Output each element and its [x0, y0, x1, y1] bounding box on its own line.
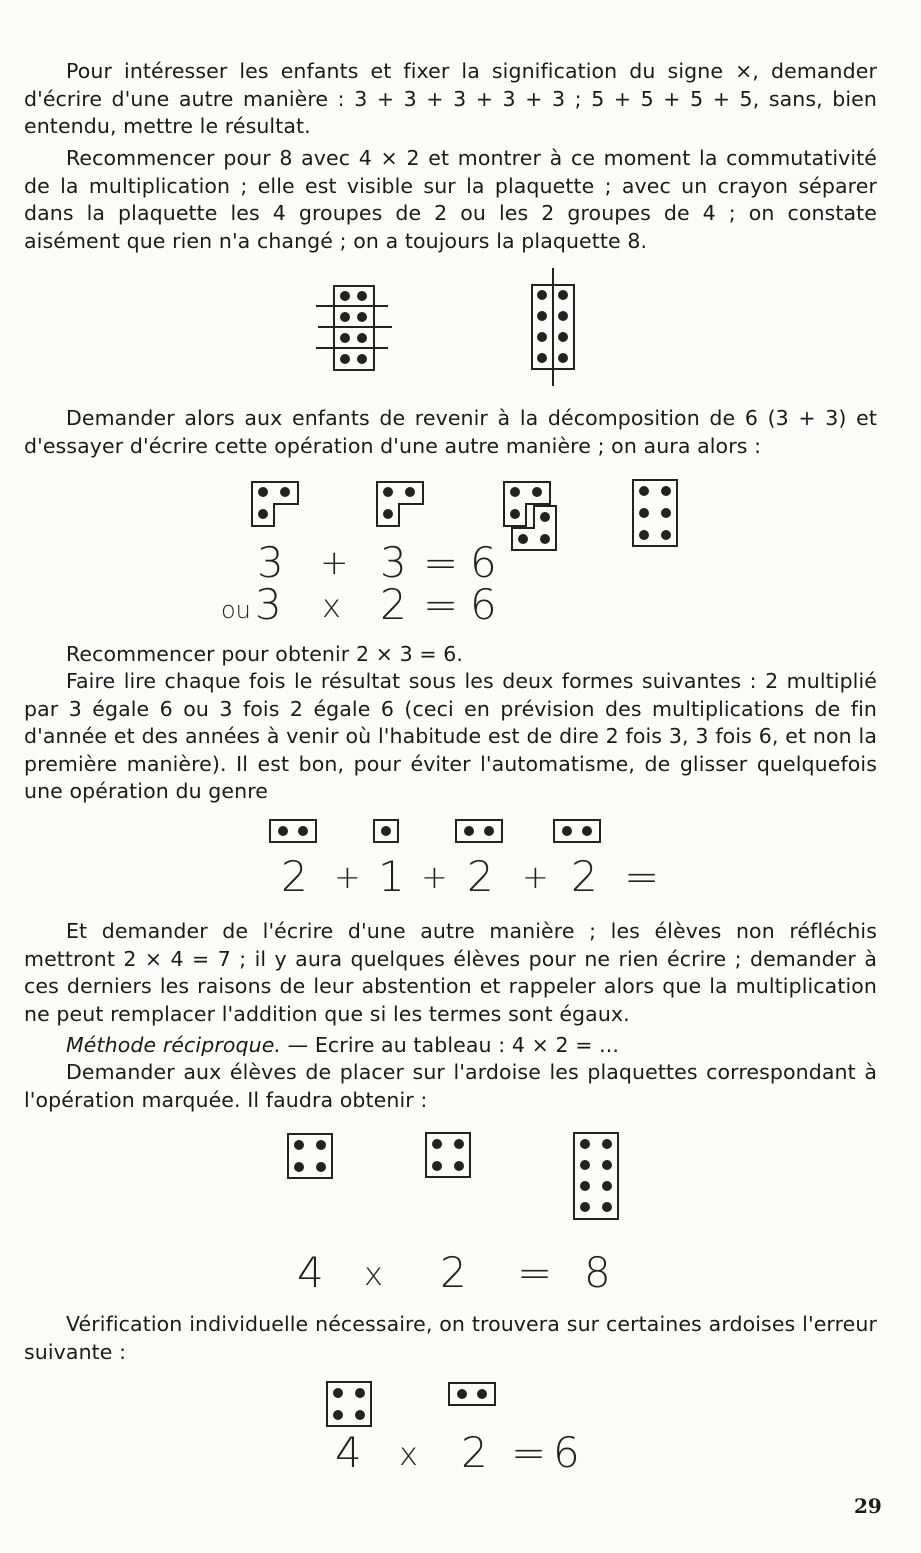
eq4-eq: = — [517, 1248, 553, 1297]
eq4-b: 2 — [440, 1248, 467, 1297]
eq2-op: x — [322, 587, 341, 625]
eq1-eq: = — [423, 538, 459, 587]
eq5-b: 2 — [461, 1428, 488, 1477]
eq2-b: 2 — [380, 580, 407, 629]
eq1-r: 6 — [470, 538, 497, 587]
eq3-c: 2 — [467, 852, 494, 901]
figure-plaquettes-2-1-2-2 — [268, 818, 628, 848]
paragraph-lecture-resultat: Faire lire chaque fois le résultat sous les deux formes suivantes : 2 multiplié par 3 égale 6 ou 3 fois 2 égale 6 (ceci en prévision des multiplications de fin d'année et des années à venir où l'habitude est de dire 2 fois 3, 3 fois 6, et non la première manière). Il est bon, pour éviter l'automatisme, de glisser quelquefois une opération du genre — [24, 669, 877, 803]
eq3-eq: = — [624, 852, 660, 901]
eq3-op1: + — [334, 858, 361, 896]
eq2-r: 6 — [470, 580, 497, 629]
eq2-prefix: ou — [221, 596, 251, 624]
paragraph-recommencer: Recommencer pour obtenir 2 × 3 = 6. — [66, 642, 464, 666]
eq5-eq: = — [511, 1428, 547, 1477]
eq1-op: + — [320, 543, 349, 583]
eq3-d: 2 — [571, 852, 598, 901]
page-number: 29 — [854, 1494, 882, 1518]
eq3-op2: + — [421, 858, 448, 896]
eq1-a: 3 — [257, 538, 284, 587]
paragraph-decomposition-6: Demander alors aux enfants de revenir à la décomposition de 6 (3 + 3) et d'essayer d'écrire cette opération d'une autre manière ; on aura alors : — [24, 406, 877, 458]
methode-reciproque-text: — Ecrire au tableau : 4 × 2 = ... — [281, 1033, 619, 1057]
paragraph-commutativity: Recommencer pour 8 avec 4 × 2 et montrer à ce moment la commutativité de la multiplication ; elle est visible sur la plaquette ; avec un crayon séparer dans la plaquette les 4 groupes de 2 ou les 2 groupes de 4 ; on constate aisément que rien n'a changé ; on a toujours la plaquette 8. — [24, 146, 877, 253]
eq4-op: x — [364, 1255, 383, 1293]
paragraph-intro: Pour intéresser les enfants et fixer la signification du signe ×, demander d'écrire d'une autre manière : 3 + 3 + 3 + 3 + 3 ; 5 + 5 + 5 + 5, sans, bien entendu, mettre le résultat. — [24, 59, 877, 138]
eq2-a: 3 — [255, 580, 282, 629]
eq5-op: x — [399, 1435, 418, 1473]
eq3-op3: + — [522, 858, 549, 896]
eq3-b: 1 — [378, 852, 405, 901]
methode-reciproque-title: Méthode réciproque. — [66, 1033, 282, 1057]
eq4-r: 8 — [584, 1248, 611, 1297]
eq4-a: 4 — [297, 1248, 324, 1297]
paragraph-placer-plaquettes: Demander aux élèves de placer sur l'ardoise les plaquettes correspondant à l'opération marquée. Il faudra obtenir : — [24, 1060, 877, 1112]
eq1-b: 3 — [380, 538, 407, 587]
eq5-a: 4 — [335, 1428, 362, 1477]
eq5-r: 6 — [553, 1428, 580, 1477]
paragraph-autre-maniere: Et demander de l'écrire d'une autre manière ; les élèves non réfléchis mettront 2 × 4 = 7 ; il y aura quelques élèves pour ne rien écrire ; demander à ces derniers les raisons de leur abstention et rappeler alors que la multiplication ne peut remplacer l'addition que si les termes sont égaux. — [24, 919, 877, 1026]
eq2-eq: = — [423, 580, 459, 629]
figure-plaquettes-4-4-8 — [284, 1130, 644, 1230]
paragraph-verification: Vérification individuelle nécessaire, on trouvera sur certaines ardoises l'erreur suivante : — [24, 1312, 877, 1364]
eq3-a: 2 — [281, 852, 308, 901]
paragraph-methode-reciproque — [24, 1032, 877, 1060]
